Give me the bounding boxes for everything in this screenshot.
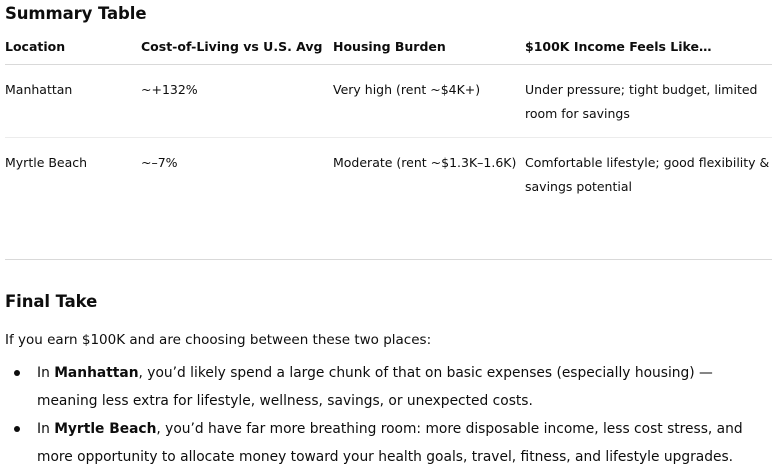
table-row xyxy=(5,138,772,213)
list-item-prefix: In xyxy=(37,365,55,381)
column-header-housing-burden: Housing Burden xyxy=(333,38,525,65)
final-take-intro: If you earn $100K and are choosing between these two places: xyxy=(5,332,432,348)
list-item xyxy=(5,415,765,471)
column-header-income-feels-like: $100K Income Feels Like… xyxy=(525,38,772,65)
section-divider xyxy=(5,259,772,260)
cell-cost-of-living: ~–7% xyxy=(141,155,178,170)
cell-cost-of-living: ~+132% xyxy=(141,65,333,138)
cell-housing-burden: Moderate (rent ~$1.3K–1.6K) xyxy=(333,155,517,170)
column-header-location: Location xyxy=(5,38,141,65)
column-header-cost-of-living: Cost-of-Living vs U.S. Avg xyxy=(141,38,333,65)
list-item-text: , you’d likely spend a large chunk of that on basic expenses (especially housing) — meaning less extra for lifestyle, wellness, savings, or unexpected costs. xyxy=(37,365,713,409)
table-header-row xyxy=(5,38,772,65)
list-item xyxy=(5,359,765,415)
list-item-place: Myrtle Beach xyxy=(54,421,157,437)
cell-location: Manhattan xyxy=(5,65,141,138)
summary-table-heading: Summary Table xyxy=(5,4,147,23)
list-item-text: , you’d have far more breathing room: more disposable income, less cost stress, and more opportunity to allocate money toward your health goals, travel, fitness, and lifestyle upgrades. xyxy=(37,421,743,465)
bullet-dot-icon xyxy=(14,370,20,376)
final-take-heading: Final Take xyxy=(5,292,98,311)
summary-table xyxy=(5,38,772,212)
cell-location: Myrtle Beach xyxy=(5,155,88,170)
list-item-place: Manhattan xyxy=(54,365,139,381)
cell-income-feels-like: Comfortable lifestyle; good flexibility & savings potential xyxy=(525,155,770,194)
cell-housing-burden: Very high (rent ~$4K+) xyxy=(333,65,525,138)
bullet-dot-icon xyxy=(14,426,20,432)
list-item-prefix: In xyxy=(37,421,55,437)
table-row xyxy=(5,65,772,138)
cell-income-feels-like: Under pressure; tight budget, limited room for savings xyxy=(525,65,772,138)
final-take-list xyxy=(5,359,765,471)
